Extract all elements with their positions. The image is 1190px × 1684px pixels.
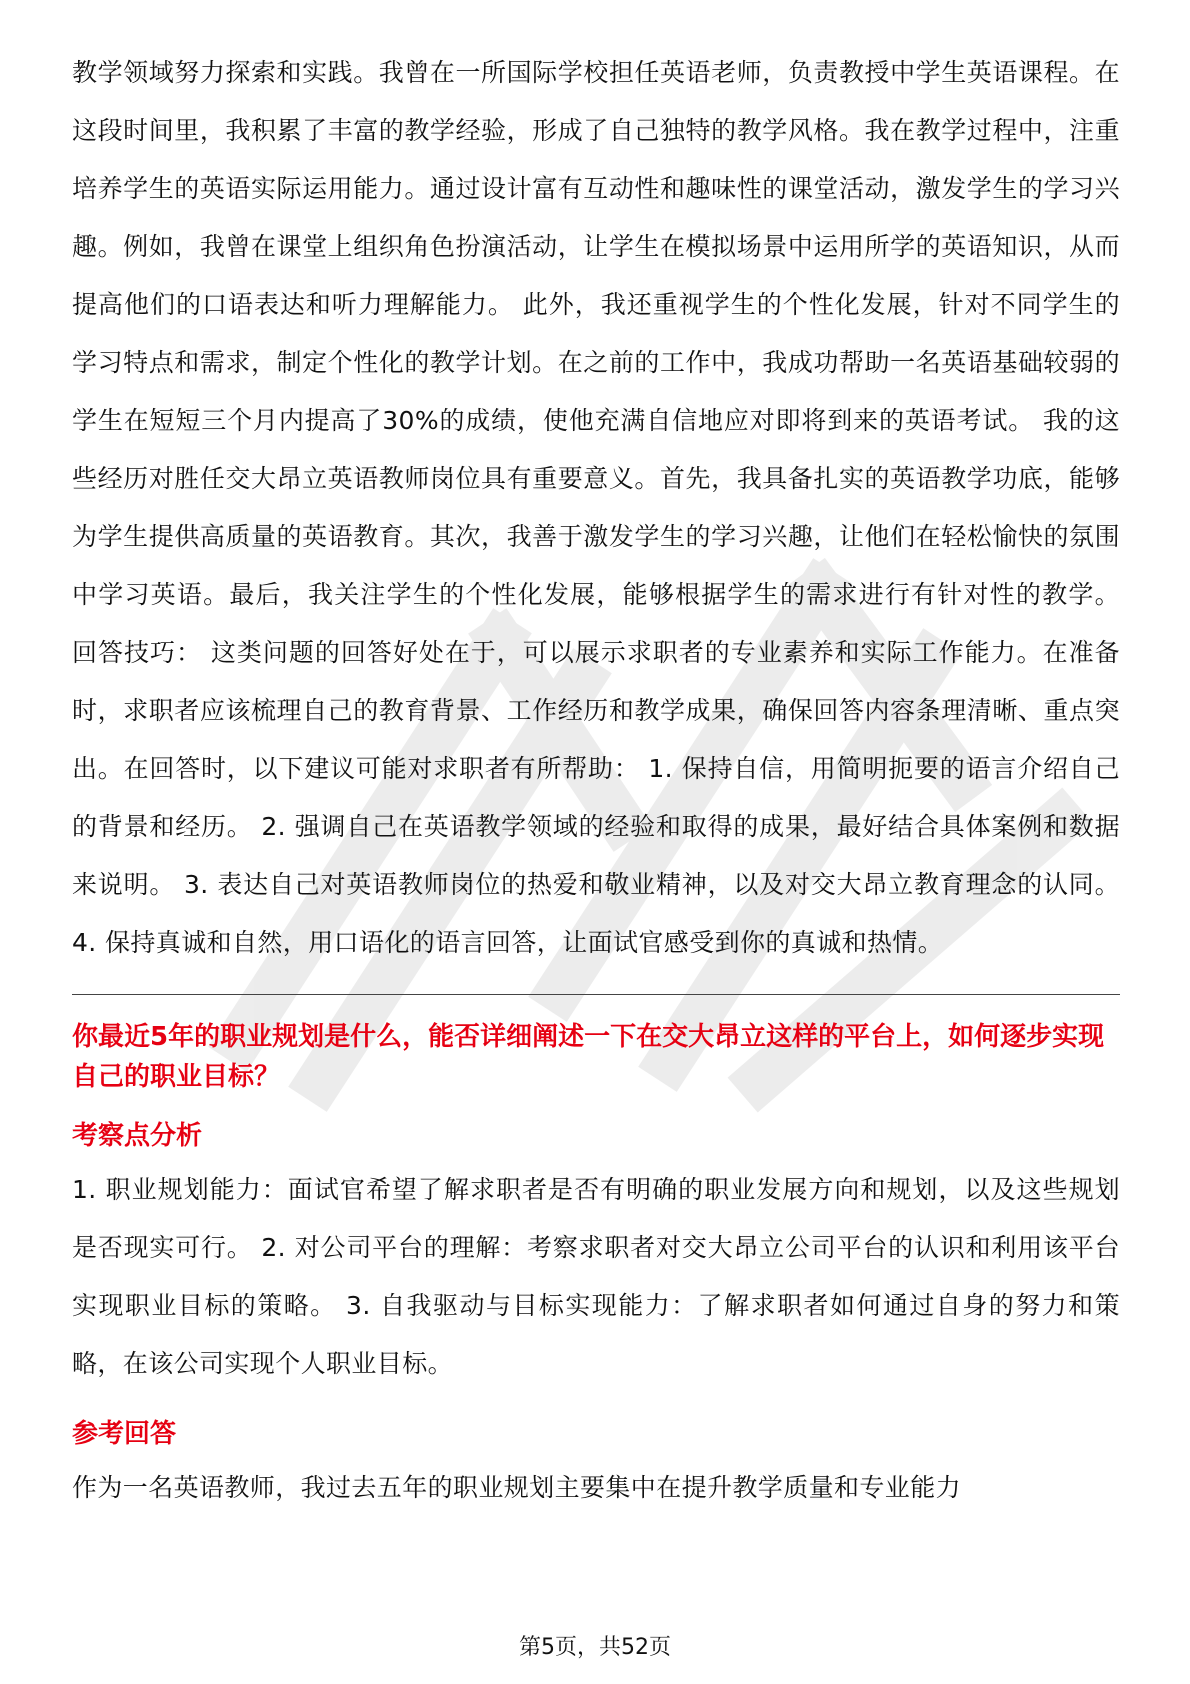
body-text: 教学领域努力探索和实践。我曾在一所国际学校担任英语老师，负责教授中学生英语课程。在这段时间里，我积累了丰富的教学经验，形成了自己独特的教学风格。我在教学过程中，注重培养学生的英语实际运用能力。通过设计富有互动性和趣味性的课堂活动，激发学生的学习兴趣。例如，我曾在课堂上组织角色扮演活动，让学生在模拟场景中运用所学的英语知识，从而提高他们的口语表达和听力理解能力。 此外，我还重视学生的个性化发展，针对不同学生的学习特点和需求，制定个性化的教学计划。在之前的工作中，我成功帮助一名英语基础较弱的学生在短短三个月内提高了30%的成绩，使他充满自信地应对即将到来的英语考试。 我的这些经历对胜任交大昂立英语教师岗位具有重要意义。首先，我具备扎实的英语教学功底，能够为学生提供高质量的英语教育。其次，我善于激发学生的学习兴趣，让他们在轻松愉快的氛围中学习英语。最后，我关注学生的个性化发展，能够根据学生的需求进行有针对性的教学。 回答技巧： 这类问题的回答好处在于，可以展示求职者的专业素养和实际工作能力。在准备时，求职者应该梳理自己的教育背景、工作经历和教学成果，确保回答内容条理清晰、重点突出。在回答时，以下建议可能对求职者有所帮助： 1. 保持自信，用简明扼要的语言介绍自己的背景和经历。 2. 强调自己在英语教学领域的经验和取得的成果，最好结合具体案例和数据来说明。 3. 表达自己对英语教师岗位的热爱和敬业精神，以及对交大昂立教育理念的认同。 4. 保持真诚和自然，用口语化的语言回答，让面试官感受到你的真诚和热情。	[72, 58, 1120, 957]
page-number: 第5页，共52页	[519, 1635, 671, 1660]
interview-question: 你最近5年的职业规划是什么，能否详细阐述一下在交大昂立这样的平台上，如何逐步实现自己的职业目标？	[72, 1022, 1105, 1092]
answer-heading: 参考回答	[72, 1419, 177, 1449]
analysis-text: 1. 职业规划能力：面试官希望了解求职者是否有明确的职业发展方向和规划，以及这些规划是否现实可行。 2. 对公司平台的理解：考察求职者对交大昂立公司平台的认识和利用该平台实现职业目标的策略。 3. 自我驱动与目标实现能力：了解求职者如何通过自身的努力和策略，在该公司实现个人职业目标。	[72, 1175, 1120, 1378]
analysis-heading: 考察点分析	[72, 1121, 203, 1151]
page-content	[72, 44, 1120, 1517]
section-divider	[72, 994, 1120, 995]
answer-text: 作为一名英语教师，我过去五年的职业规划主要集中在提升教学质量和专业能力	[72, 1473, 962, 1502]
